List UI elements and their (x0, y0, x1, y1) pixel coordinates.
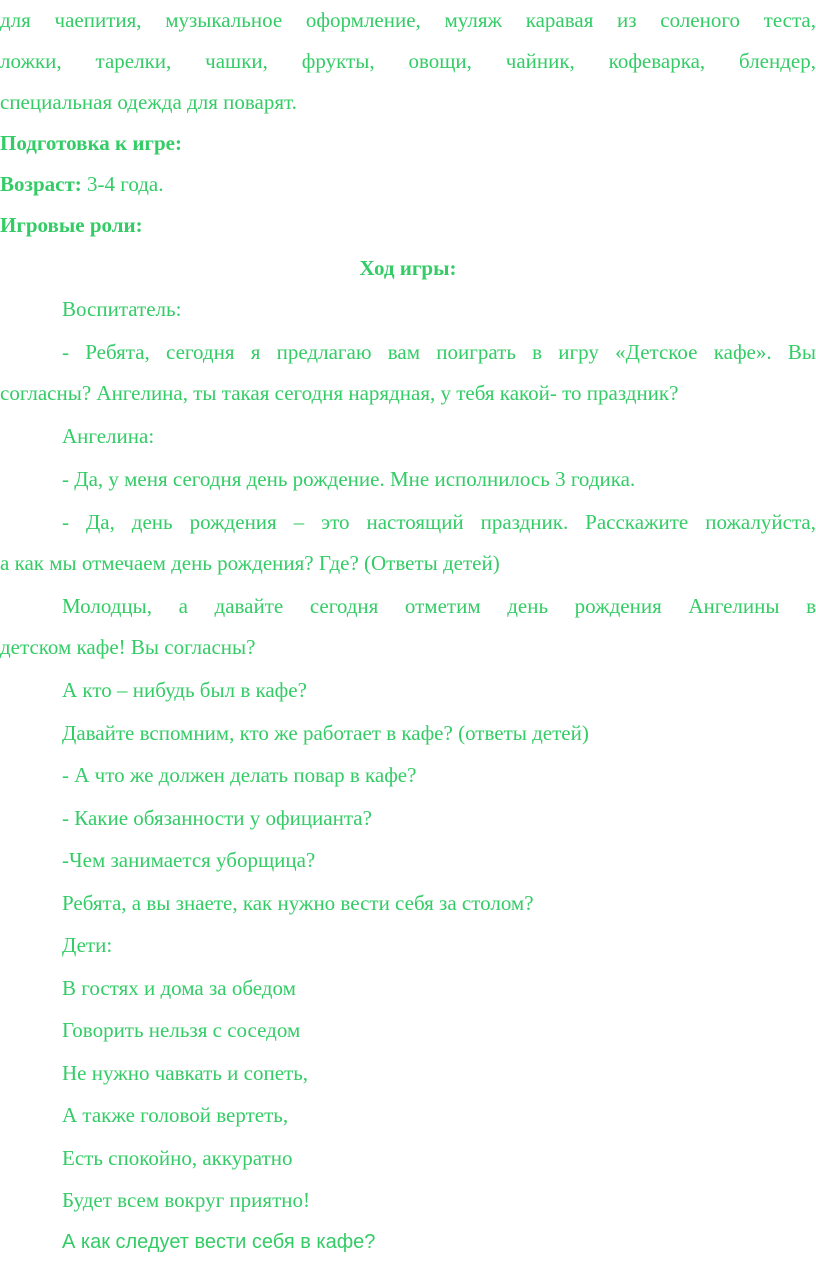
paragraph-line: -Чем занимается уборщица? (62, 848, 316, 872)
poem-line: Будет всем вокруг приятно! (62, 1188, 310, 1212)
age-label: Возраст: (0, 172, 82, 196)
paragraph-line: согласны? Ангелина, ты такая сегодня нарядная, у тебя какой- то праздник? (0, 381, 679, 405)
section-title: Ход игры: (359, 256, 457, 280)
paragraph-line: - Да, у меня сегодня день рождение. Мне исполнилось 3 годика. (62, 467, 636, 491)
paragraph-line: детском кафе! Вы согласны? (0, 635, 256, 659)
paragraph-line: - А что же должен делать повар в кафе? (62, 763, 417, 787)
preparation-heading: Подготовка к игре: (0, 131, 182, 155)
roles-heading: Игровые роли: (0, 213, 143, 237)
intro-line-3: специальная одежда для поварят. (0, 90, 297, 114)
paragraph-line: Молодцы, а давайте сегодня отметим день рождения Ангелины в (62, 594, 816, 618)
question-line: А как следует вести себя в кафе? (62, 1231, 376, 1253)
paragraph-line: - Какие обязанности у официанта? (62, 806, 372, 830)
paragraph-line: Ребята, а вы знаете, как нужно вести себя за столом? (62, 891, 534, 915)
paragraph-line: - Да, день рождения – это настоящий праздник. Расскажите пожалуйста, (62, 510, 816, 534)
paragraph-line: Давайте вспомним, кто же работает в кафе? (ответы детей) (62, 721, 589, 745)
poem-line: А также головой вертеть, (62, 1103, 289, 1127)
paragraph-line: а как мы отмечаем день рождения? Где? (Ответы детей) (0, 551, 500, 575)
paragraph-line: Воспитатель: (62, 297, 182, 321)
poem-line: Не нужно чавкать и сопеть, (62, 1061, 309, 1085)
poem-line: Есть спокойно, аккуратно (62, 1146, 293, 1170)
age-value: 3-4 года. (81, 172, 164, 196)
paragraph-line: - Ребята, сегодня я предлагаю вам поиграть в игру «Детское кафе». Вы (62, 340, 816, 364)
poem-line: В гостях и дома за обедом (62, 976, 296, 1000)
paragraph-line: А кто – нибудь был в кафе? (62, 678, 307, 702)
poem-line: Говорить нельзя с соседом (62, 1018, 301, 1042)
age-line (0, 171, 164, 197)
intro-line-2: ложки, тарелки, чашки, фрукты, овощи, чайник, кофеварка, блендер, (0, 49, 816, 73)
paragraph-line: Ангелина: (62, 424, 155, 448)
intro-line-1: для чаепития, музыкальное оформление, муляж каравая из соленого теста, (0, 8, 816, 32)
paragraph-line: Дети: (62, 933, 113, 957)
